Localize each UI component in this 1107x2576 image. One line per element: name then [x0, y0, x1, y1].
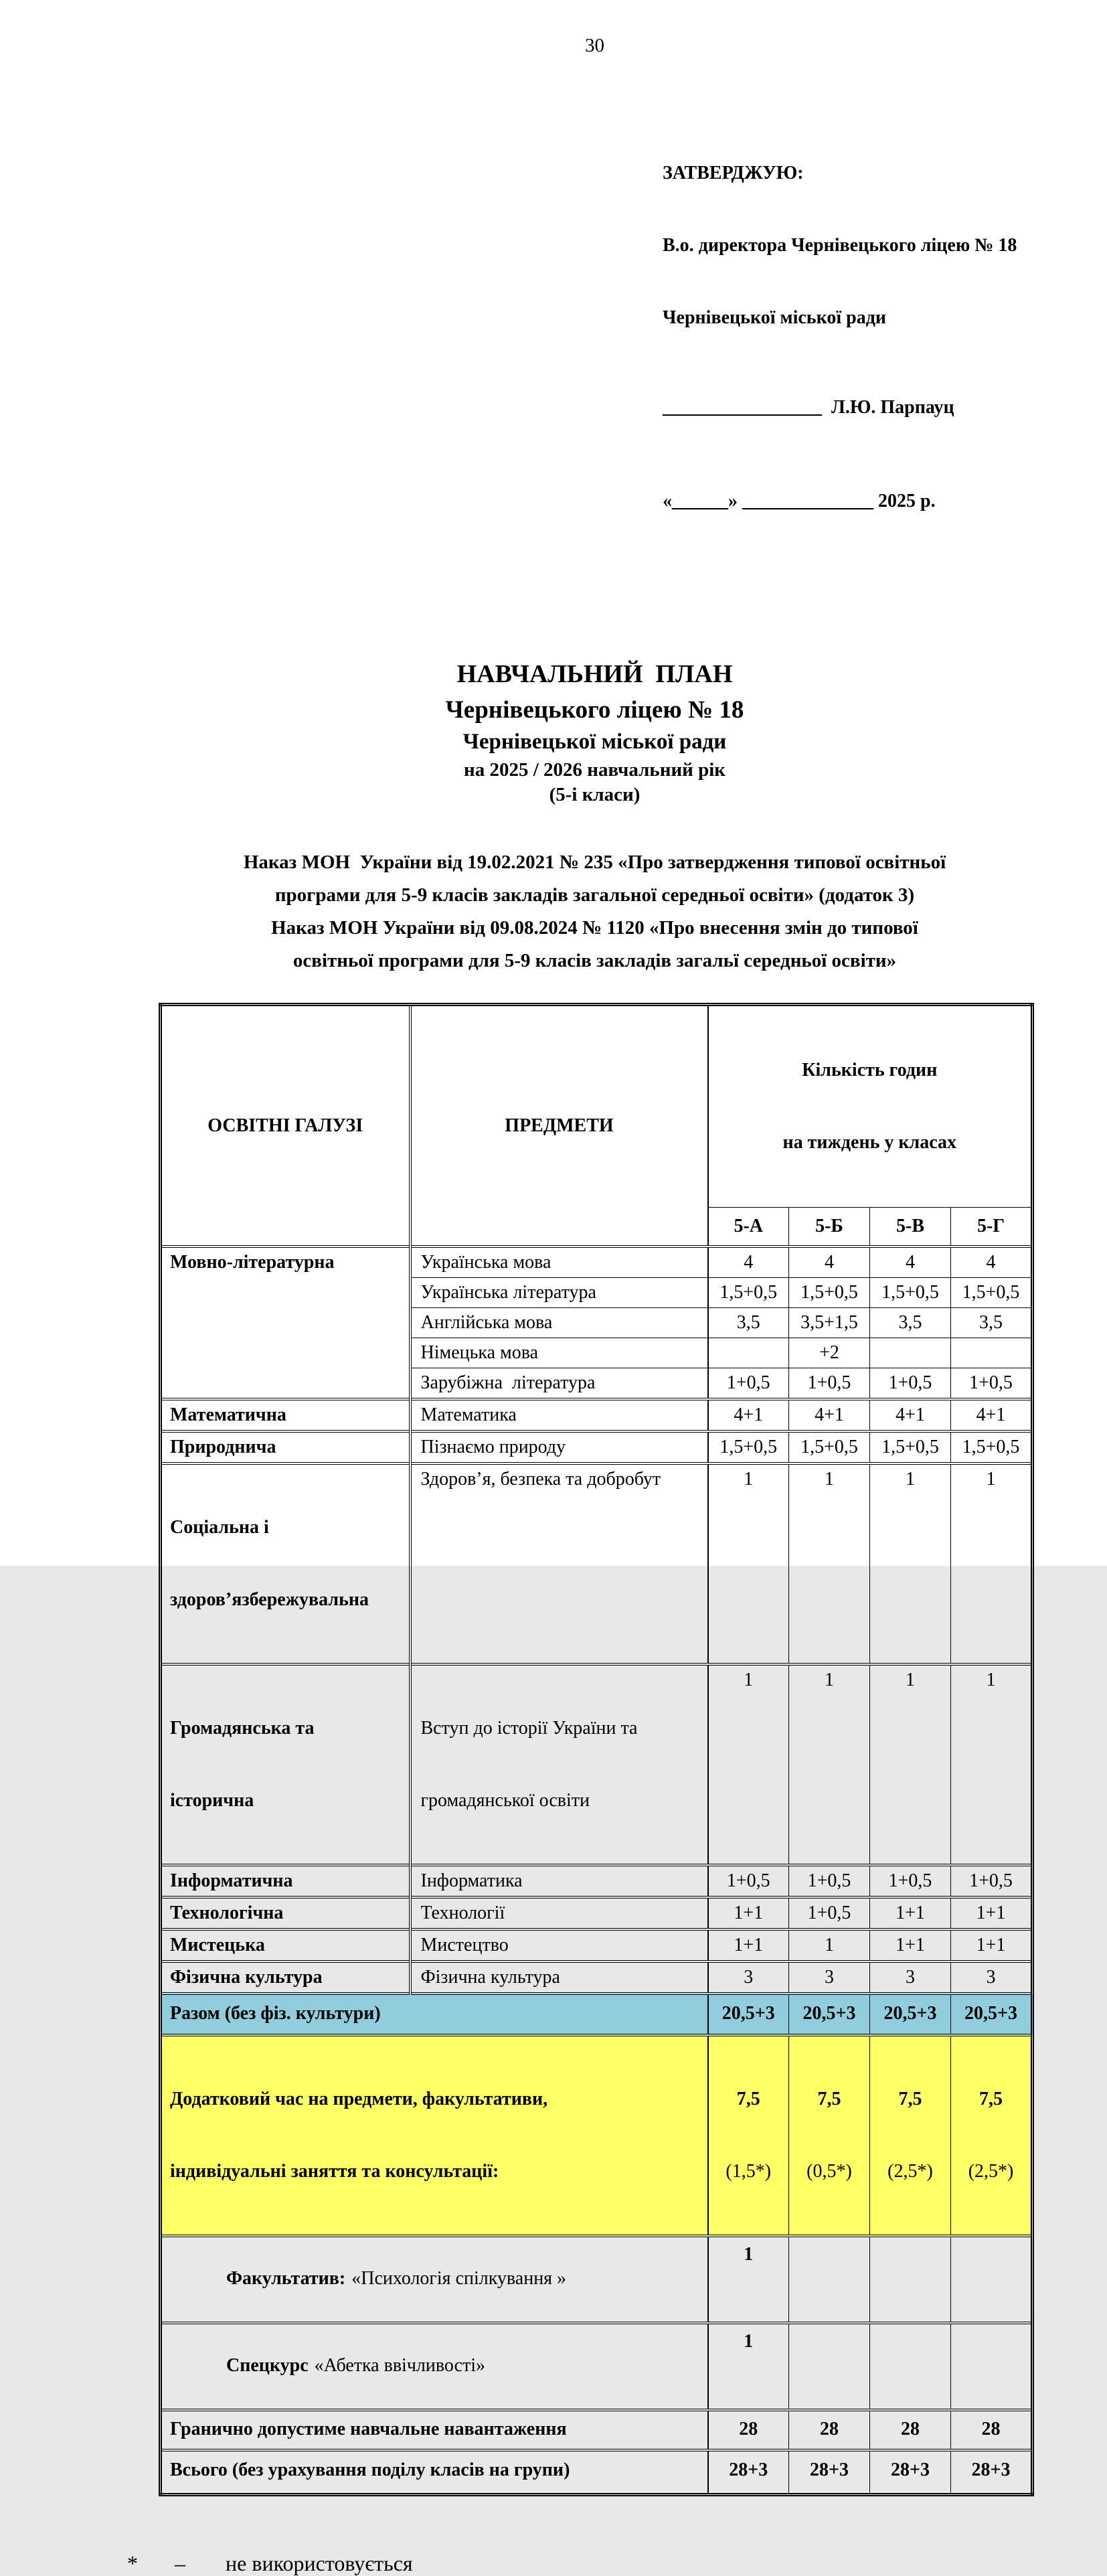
header-hours	[708, 1005, 1033, 1208]
hours-cell: 1+0,5	[870, 1865, 951, 1897]
hours-cell: 4+1	[951, 1399, 1033, 1431]
hours-cell: 1+0,5	[708, 1865, 789, 1897]
hours-cell: 1+1	[870, 1929, 951, 1961]
hours-cell: 1,5+0,5	[870, 1278, 951, 1308]
galuz-line: історична	[170, 1790, 254, 1811]
hours-cell: 3,5	[870, 1308, 951, 1338]
hours-cell: 1+0,5	[870, 1368, 951, 1400]
hours-cell: 4	[708, 1246, 789, 1278]
title-year: на 2025 / 2026 навчальний рік	[463, 759, 726, 781]
hours-cell: 3	[870, 1961, 951, 1994]
subject-line: Вступ до історії України та	[420, 1718, 638, 1739]
order-line: програми для 5-9 класів закладів загальної середньої освіти» (додаток 3)	[274, 884, 915, 906]
galuz-cell: Мистецька	[161, 1929, 410, 1961]
title-block	[159, 659, 1031, 806]
subject-cell: Українська література	[410, 1278, 708, 1308]
title-grades: (5-і класи)	[549, 784, 641, 805]
table-row	[161, 1664, 1033, 1865]
hours-cell: 1+1	[870, 1897, 951, 1929]
razom-label: Разом (без фіз. культури)	[161, 1994, 708, 2035]
footnote	[127, 2551, 1031, 2576]
hours-cell: 1,5+0,5	[870, 1431, 951, 1463]
hours-cell: 20,5+3	[951, 1994, 1033, 2035]
hours-cell: 7,5 (2,5*)	[870, 2035, 951, 2236]
spetskurs-label: Спецкурс «Абетка ввічливості»	[161, 2323, 708, 2410]
hours-cell: 1+1	[708, 1929, 789, 1961]
galuz-cell: Природнича	[161, 1431, 410, 1463]
order-line: освітньої програми для 5-9 класів закладів загальї середньої освіти»	[292, 950, 897, 971]
galuz-cell: Технологічна	[161, 1897, 410, 1929]
dodatkovyi-label	[161, 2035, 708, 2236]
subject-cell	[410, 1664, 708, 1865]
hours-cell: 1,5+0,5	[951, 1431, 1033, 1463]
hours-cell	[708, 1338, 789, 1368]
header-class-5a: 5-А	[708, 1208, 789, 1247]
subject-cell: Математика	[410, 1399, 708, 1431]
approval-date-line: «______» ______________ 2025 р.	[663, 491, 936, 511]
orders-paragraph	[159, 846, 1031, 977]
table-row-vsogo	[161, 2450, 1033, 2495]
subject-cell: Інформатика	[410, 1865, 708, 1897]
hours-cell: +2	[789, 1338, 870, 1368]
granychno-label: Гранично допустиме навчальне навантаження	[161, 2410, 708, 2450]
hours-cell	[870, 1338, 951, 1368]
hours-cell	[870, 2323, 951, 2410]
hours-cell	[789, 2236, 870, 2323]
galuz-cell	[161, 1463, 410, 1664]
hours-cell: 1	[870, 1463, 951, 1664]
hours-cell: 1	[789, 1929, 870, 1961]
footnote-dash: –	[175, 2551, 185, 2575]
hours-cell: 1+0,5	[708, 1368, 789, 1400]
order-line: Наказ МОН України від 09.08.2024 № 1120 «Про внесення змін до типової	[271, 917, 918, 939]
galuz-cell: Фізична культура	[161, 1961, 410, 1994]
subject-cell: Здоров’я, безпека та добробут	[410, 1463, 708, 1664]
hours-cell: 1+1	[951, 1897, 1033, 1929]
header-hours-line2: на тиждень у класах	[782, 1132, 956, 1153]
subject-cell: Українська мова	[410, 1246, 708, 1278]
approval-line: ЗАТВЕРДЖУЮ:	[663, 163, 804, 183]
hours-cell: 1,5+0,5	[708, 1431, 789, 1463]
page-title: НАВЧАЛЬНИЙ ПЛАН	[456, 660, 733, 688]
table-row-granychno	[161, 2410, 1033, 2450]
table-row-dodatkovyi	[161, 2035, 1033, 2236]
subject-cell: Мистецтво	[410, 1929, 708, 1961]
footnote-text: не використовується	[226, 2551, 413, 2575]
footnote-marker: *	[127, 2551, 138, 2575]
table-row	[161, 1463, 1033, 1664]
hours-cell: 1	[708, 2236, 789, 2323]
hours-cell	[870, 2236, 951, 2323]
hours-cell: 1+0,5	[789, 1897, 870, 1929]
hours-cell: 1+1	[708, 1897, 789, 1929]
title-school: Чернівецького ліцею № 18	[445, 696, 744, 724]
hours-cell: 1+0,5	[951, 1368, 1033, 1400]
hours-cell: 1	[870, 1664, 951, 1865]
hours-cell: 3	[951, 1961, 1033, 1994]
table-row-razom	[161, 1994, 1033, 2035]
header-class-5b: 5-Б	[789, 1208, 870, 1247]
header-hours-line1: Кількість годин	[802, 1060, 938, 1080]
hours-cell: 4	[870, 1246, 951, 1278]
subject-cell: Пізнаємо природу	[410, 1431, 708, 1463]
subject-cell: Зарубіжна література	[410, 1368, 708, 1400]
subject-cell: Англійська мова	[410, 1308, 708, 1338]
hours-cell: 4+1	[789, 1399, 870, 1431]
hours-cell: 7,5 (1,5*)	[708, 2035, 789, 2236]
approval-signature-line: _________________ Л.Ю. Парпауц	[663, 397, 954, 418]
hours-cell	[951, 1338, 1033, 1368]
hours-cell: 1,5+0,5	[789, 1278, 870, 1308]
subject-line: громадянської освіти	[420, 1790, 590, 1811]
galuz-line: здоров’язбережувальна	[170, 1589, 369, 1610]
galuz-cell: Інформатична	[161, 1865, 410, 1897]
hours-cell: 3,5+1,5	[789, 1308, 870, 1338]
hours-cell: 1,5+0,5	[951, 1278, 1033, 1308]
galuz-line: Соціальна і	[170, 1517, 269, 1538]
page-content	[127, 35, 1031, 2576]
galuz-cell	[161, 1664, 410, 1865]
table-row	[161, 1431, 1033, 1463]
dodatkovyi-label-line: Додатковий час на предмети, факультативи,	[170, 2089, 548, 2109]
hours-cell: 28+3	[870, 2450, 951, 2495]
hours-cell: 7,5 (0,5*)	[789, 2035, 870, 2236]
order-line: Наказ МОН України від 19.02.2021 № 235 «Про затвердження типової освітньої	[243, 852, 946, 873]
subject-cell: Німецька мова	[410, 1338, 708, 1368]
hours-cell: 28	[708, 2410, 789, 2450]
hours-cell: 1	[789, 1463, 870, 1664]
hours-cell: 28+3	[951, 2450, 1033, 2495]
hours-cell: 1	[708, 2323, 789, 2410]
subject-cell: Технології	[410, 1897, 708, 1929]
hours-cell: 3,5	[708, 1308, 789, 1338]
hours-cell: 4+1	[708, 1399, 789, 1431]
table-row	[161, 1246, 1033, 1278]
approval-line: Чернівецької міської ради	[663, 307, 886, 328]
approval-block	[663, 113, 1031, 562]
hours-cell: 4	[951, 1246, 1033, 1278]
table-row	[161, 1961, 1033, 1994]
header-class-5v: 5-В	[870, 1208, 951, 1247]
hours-cell: 4+1	[870, 1399, 951, 1431]
hours-cell: 3	[789, 1961, 870, 1994]
curriculum-table	[159, 1003, 1034, 2496]
hours-cell: 1+0,5	[789, 1865, 870, 1897]
vsogo-label: Всього (без урахування поділу класів на групи)	[161, 2450, 708, 2495]
table-row	[161, 1865, 1033, 1897]
table-row	[161, 1897, 1033, 1929]
hours-cell: 1+0,5	[951, 1865, 1033, 1897]
hours-cell: 4	[789, 1246, 870, 1278]
hours-cell: 3,5	[951, 1308, 1033, 1338]
hours-cell: 1	[951, 1463, 1033, 1664]
hours-cell: 1,5+0,5	[708, 1278, 789, 1308]
hours-cell: 1,5+0,5	[789, 1431, 870, 1463]
hours-cell	[789, 2323, 870, 2410]
title-council: Чернівецької міської ради	[462, 730, 727, 754]
hours-cell: 28	[951, 2410, 1033, 2450]
hours-cell	[951, 2323, 1033, 2410]
header-predmety: ПРЕДМЕТИ	[410, 1005, 708, 1247]
table-row	[161, 1399, 1033, 1431]
header-class-5g: 5-Г	[951, 1208, 1033, 1247]
hours-cell: 1+0,5	[789, 1368, 870, 1400]
hours-cell: 1	[708, 1664, 789, 1865]
hours-cell	[951, 2236, 1033, 2323]
hours-cell: 20,5+3	[870, 1994, 951, 2035]
page-number: 30	[585, 35, 604, 56]
table-row	[161, 1929, 1033, 1961]
hours-cell: 28	[789, 2410, 870, 2450]
hours-cell: 1	[789, 1664, 870, 1865]
hours-cell: 3	[708, 1961, 789, 1994]
hours-cell: 28	[870, 2410, 951, 2450]
hours-cell: 1	[951, 1664, 1033, 1865]
table-row-spetskurs	[161, 2323, 1033, 2410]
hours-cell: 1+1	[951, 1929, 1033, 1961]
hours-cell: 28+3	[708, 2450, 789, 2495]
hours-cell: 20,5+3	[708, 1994, 789, 2035]
hours-cell: 1	[708, 1463, 789, 1664]
hours-cell: 28+3	[789, 2450, 870, 2495]
subject-cell: Фізична культура	[410, 1961, 708, 1994]
table-header-row	[161, 1005, 1033, 1208]
galuz-cell: Математична	[161, 1399, 410, 1431]
table-row-fakultatyv	[161, 2236, 1033, 2323]
fakultatyv-label: Факультатив: «Психологія спілкування »	[161, 2236, 708, 2323]
galuz-cell: Мовно-літературна	[161, 1246, 410, 1399]
galuz-line: Громадянська та	[170, 1718, 315, 1739]
approval-line: В.о. директора Чернівецького ліцею № 18	[663, 235, 1017, 256]
dodatkovyi-label-line: індивідуальні заняття та консультації:	[170, 2161, 499, 2182]
hours-cell: 7,5 (2,5*)	[951, 2035, 1033, 2236]
hours-cell: 20,5+3	[789, 1994, 870, 2035]
header-galuzi: ОСВІТНІ ГАЛУЗІ	[161, 1005, 410, 1247]
